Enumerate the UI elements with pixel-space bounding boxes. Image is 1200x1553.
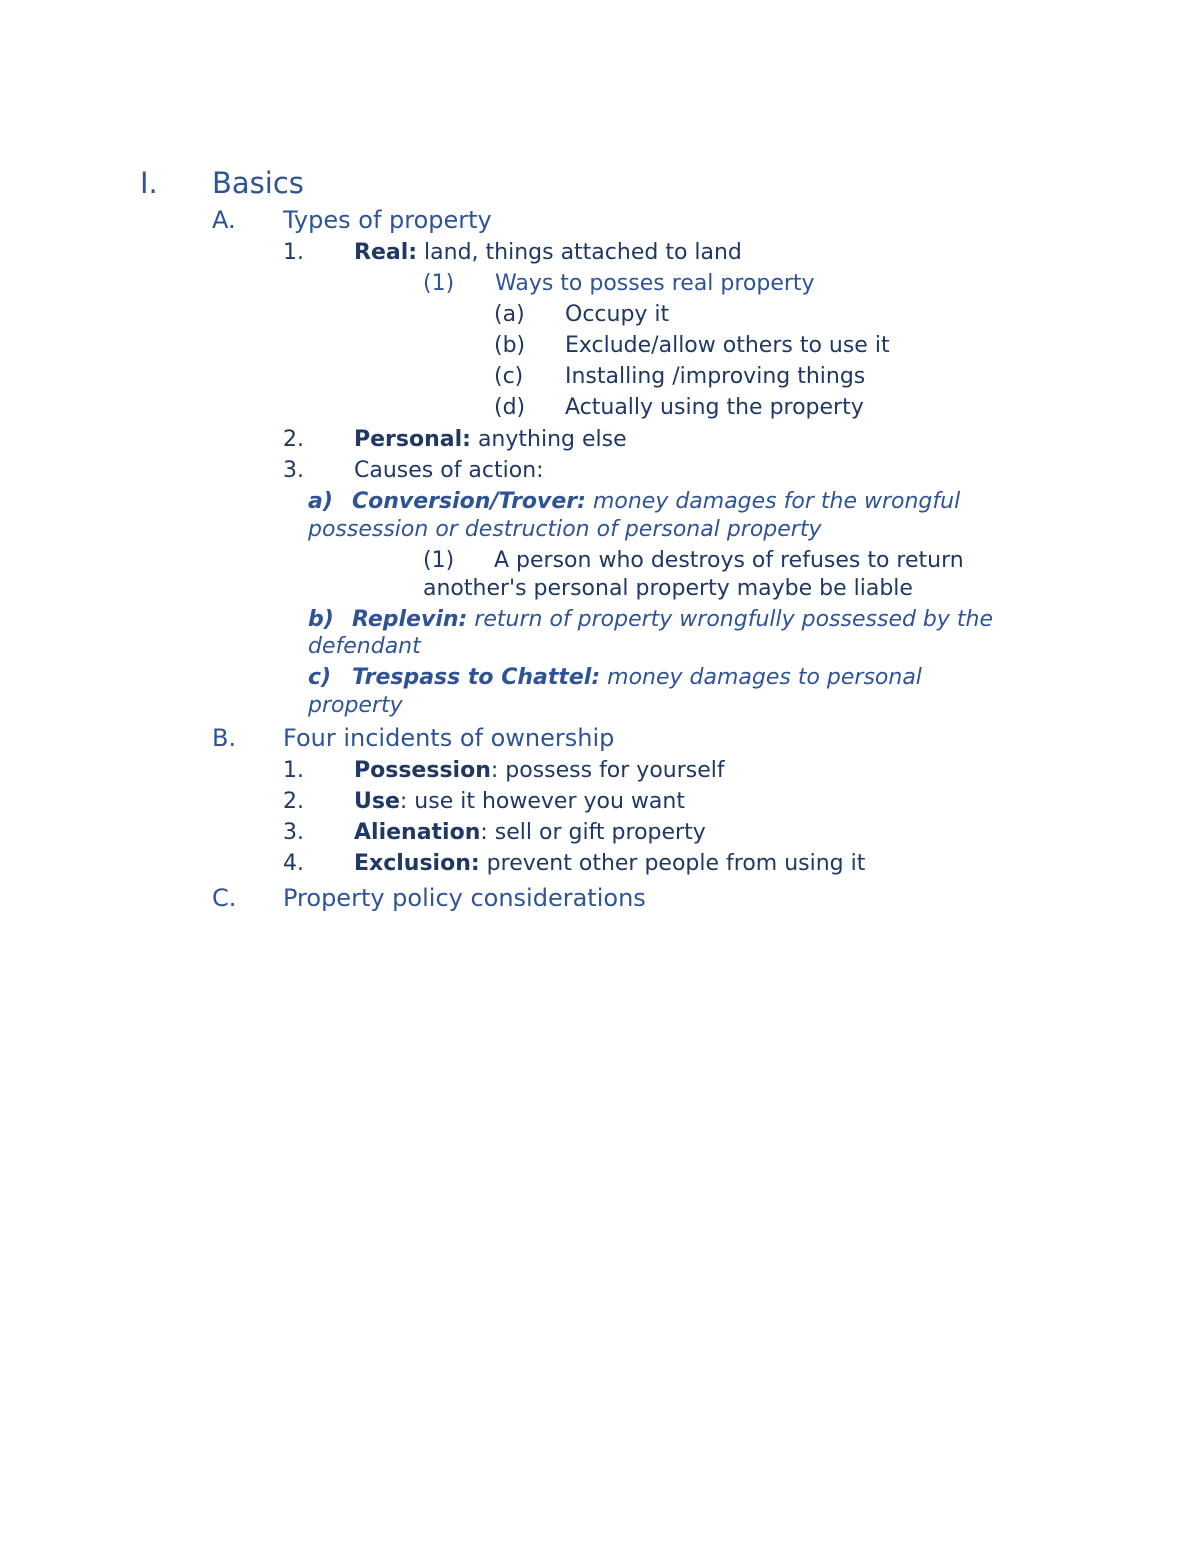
outline-item-use [354,791,685,813]
definition-possession: : possess for yourself [490,758,725,783]
outline-marker-l1: I. [140,166,158,200]
term-exclusion: Exclusion: [354,851,480,876]
term-personal: Personal: [354,427,471,452]
outline-heading-policy-considerations: Property policy considerations [283,884,646,912]
outline-marker-b4: 4. [283,851,304,876]
outline-item-conversion-trover [352,491,960,513]
outline-marker-b: B. [212,724,237,752]
definition-replevin-cont: defendant [308,634,421,659]
term-use: Use [354,789,400,814]
outline-item-personal [354,429,627,451]
outline-marker-a: A. [212,206,236,234]
outline-marker-a3a: a) [308,489,333,514]
outline-marker-a2: 2. [283,427,304,452]
outline-marker-a3: 3. [283,458,304,483]
outline-item-exclude-allow: Exclude/allow others to use it [565,333,890,358]
definition-trespass-to-chattel: money damages to personal [600,665,922,690]
outline-marker-a1-1: (1) [423,271,455,296]
outline-heading-four-incidents: Four incidents of ownership [283,724,615,752]
outline-heading-basics: Basics [212,166,304,200]
term-conversion-trover: Conversion/Trover: [352,489,586,514]
outline-item-exclusion [354,853,865,875]
definition-real: land, things attached to land [417,240,742,265]
outline-marker-a1: 1. [283,240,304,265]
definition-alienation: : sell or gift property [480,820,706,845]
outline-item-person-destroys-cont: another's personal property maybe be liable [423,576,913,601]
outline-marker-a1-1c: (c) [494,364,524,389]
outline-marker-a1-1d: (d) [494,395,526,420]
term-real: Real: [354,240,418,265]
outline-item-possession [354,760,725,782]
outline-heading-types-of-property: Types of property [283,206,492,234]
term-possession: Possession [354,758,491,783]
outline-item-causes-of-action: Causes of action: [354,458,544,483]
term-replevin: Replevin: [352,607,468,632]
outline-marker-a1-1b: (b) [494,333,526,358]
definition-conversion-trover-cont: possession or destruction of personal property [308,517,822,542]
definition-trespass-to-chattel-cont: property [308,693,403,718]
outline-item-person-destroys: A person who destroys of refuses to return [494,548,964,573]
outline-marker-a3c: c) [308,665,332,690]
outline-marker-c: C. [212,884,237,912]
outline-item-actually-using: Actually using the property [565,395,864,420]
outline-marker-b3: 3. [283,820,304,845]
outline-item-trespass-to-chattel [352,667,922,689]
definition-use: : use it however you want [399,789,685,814]
outline-item-replevin [352,609,993,631]
outline-item-ways-to-posses: Ways to posses real property [495,271,815,296]
definition-personal: anything else [470,427,627,452]
definition-replevin: return of property wrongfully possessed by the [467,607,994,632]
term-trespass-to-chattel: Trespass to Chattel: [352,665,601,690]
outline-marker-a3b: b) [308,607,334,632]
term-alienation: Alienation [354,820,481,845]
outline-item-alienation [354,822,706,844]
outline-marker-a1-1a: (a) [494,302,525,327]
outline-marker-a3a-1: (1) [423,548,455,573]
outline-item-installing: Installing /improving things [565,364,866,389]
outline-item-occupy: Occupy it [565,302,670,327]
definition-exclusion: prevent other people from using it [479,851,866,876]
definition-conversion-trover: money damages for the wrongful [585,489,961,514]
outline-item-real [354,242,742,264]
outline-marker-b1: 1. [283,758,304,783]
outline-marker-b2: 2. [283,789,304,814]
